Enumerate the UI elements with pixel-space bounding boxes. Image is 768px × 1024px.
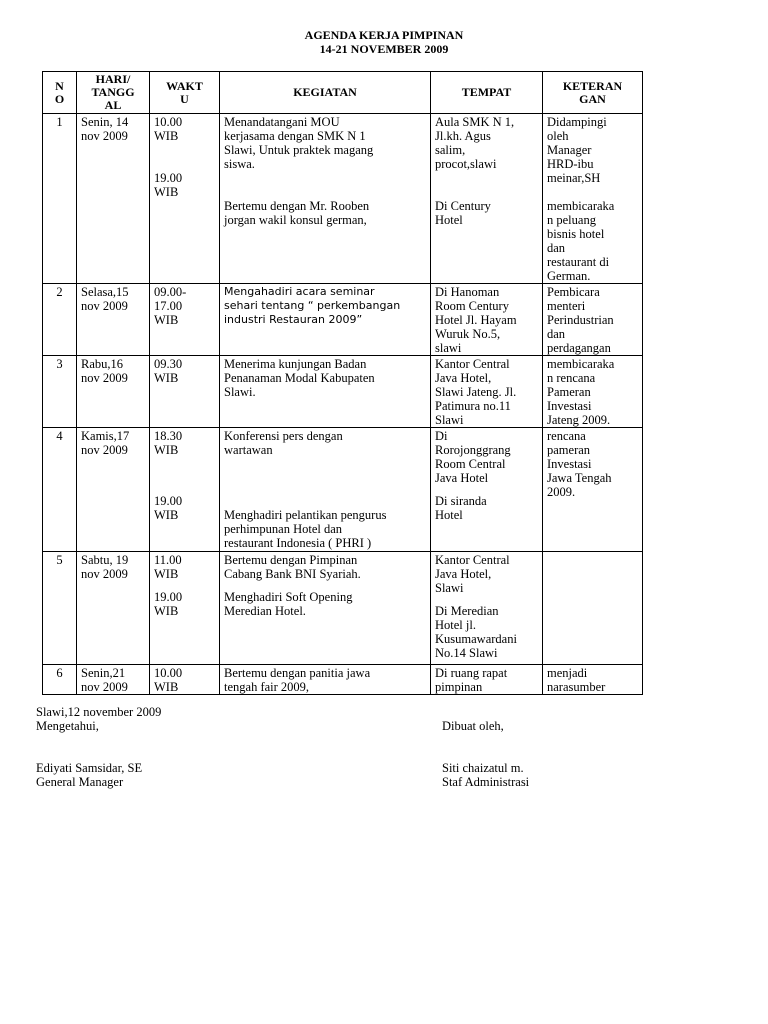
signer-right-title: Staf Administrasi: [442, 775, 530, 789]
cell-hari: Selasa,15 nov 2009: [77, 284, 150, 356]
table-row: [43, 114, 643, 284]
cell-waktu: 09.30 WIB: [150, 356, 220, 428]
cell-keterangan: rencana pameran Investasi Jawa Tengah 2009.: [543, 428, 643, 552]
header-keterangan: KETERAN GAN: [543, 72, 643, 114]
cell-tempat: Kantor Central Java Hotel, Slawi Di Meredian Hotel jl. Kusumawardani No.14 Slawi: [431, 552, 543, 665]
document-subtitle: 14-21 NOVEMBER 2009: [319, 42, 449, 56]
document-title: AGENDA KERJA PIMPINAN: [304, 28, 464, 42]
cell-keterangan: [543, 552, 643, 665]
cell-hari: Kamis,17 nov 2009: [77, 428, 150, 552]
cell-tempat: Di ruang rapat pimpinan: [431, 665, 543, 695]
cell-waktu: 10.00 WIB 19.00 WIB: [150, 114, 220, 284]
table-row: [43, 552, 643, 665]
cell-waktu: 11.00 WIB 19.00 WIB: [150, 552, 220, 665]
header-tempat: TEMPAT: [431, 72, 543, 114]
signer-left-name: Ediyati Samsidar, SE: [36, 761, 143, 775]
cell-hari: Senin,21 nov 2009: [77, 665, 150, 695]
cell-no: 4: [43, 428, 77, 552]
cell-hari: Sabtu, 19 nov 2009: [77, 552, 150, 665]
known-label: Mengetahui,: [36, 719, 99, 733]
header-kegiatan: KEGIATAN: [220, 72, 431, 114]
table-row: [43, 428, 643, 552]
cell-tempat: Di Rorojonggrang Room Central Java Hotel Di siranda Hotel: [431, 428, 543, 552]
cell-keterangan: menjadi narasumber: [543, 665, 643, 695]
cell-waktu: 09.00- 17.00 WIB: [150, 284, 220, 356]
cell-kegiatan: Mengahadiri acara seminar sehari tentang “ perkembangan industri Restauran 2009”: [220, 284, 431, 356]
cell-no: 5: [43, 552, 77, 665]
table-row: [43, 284, 643, 356]
cell-no: 6: [43, 665, 77, 695]
cell-waktu: 10.00 WIB: [150, 665, 220, 695]
cell-tempat: Aula SMK N 1, Jl.kh. Agus salim, procot,slawi Di Century Hotel: [431, 114, 543, 284]
header-no: N O: [43, 72, 77, 114]
signer-right-name: Siti chaizatul m.: [442, 761, 524, 775]
cell-kegiatan: Menandatangani MOU kerjasama dengan SMK N 1 Slawi, Untuk praktek magang siswa. Bertemu dengan Mr. Rooben jorgan wakil konsul german,: [220, 114, 431, 284]
cell-kegiatan: Konferensi pers dengan wartawan Menghadiri pelantikan pengurus perhimpunan Hotel dan restaurant Indonesia ( PHRI ): [220, 428, 431, 552]
cell-waktu: 18.30 WIB 19.00 WIB: [150, 428, 220, 552]
header-waktu: WAKT U: [150, 72, 220, 114]
cell-hari: Rabu,16 nov 2009: [77, 356, 150, 428]
cell-tempat: Di Hanoman Room Century Hotel Jl. Hayam Wuruk No.5, slawi: [431, 284, 543, 356]
cell-no: 2: [43, 284, 77, 356]
cell-keterangan: membicaraka n rencana Pameran Investasi Jateng 2009.: [543, 356, 643, 428]
cell-keterangan: Didampingi oleh Manager HRD-ibu meinar,SH membicaraka n peluang bisnis hotel dan restaurant di German.: [543, 114, 643, 284]
place-date: Slawi,12 november 2009: [36, 705, 162, 719]
cell-tempat: Kantor Central Java Hotel, Slawi Jateng. Jl. Patimura no.11 Slawi: [431, 356, 543, 428]
cell-no: 3: [43, 356, 77, 428]
agenda-table: [42, 71, 643, 695]
table-header-row: [43, 72, 643, 114]
cell-kegiatan: Bertemu dengan panitia jawa tengah fair 2009,: [220, 665, 431, 695]
signer-left-title: General Manager: [36, 775, 124, 789]
header-hari: HARI/ TANGG AL: [77, 72, 150, 114]
cell-kegiatan: Menerima kunjungan Badan Penanaman Modal Kabupaten Slawi.: [220, 356, 431, 428]
table-row: [43, 356, 643, 428]
made-by-label: Dibuat oleh,: [442, 719, 504, 733]
cell-no: 1: [43, 114, 77, 284]
cell-keterangan: Pembicara menteri Perindustrian dan perdagangan: [543, 284, 643, 356]
cell-hari: Senin, 14 nov 2009: [77, 114, 150, 284]
table-row: [43, 665, 643, 695]
cell-kegiatan: Bertemu dengan Pimpinan Cabang Bank BNI Syariah. Menghadiri Soft Opening Meredian Hotel.: [220, 552, 431, 665]
